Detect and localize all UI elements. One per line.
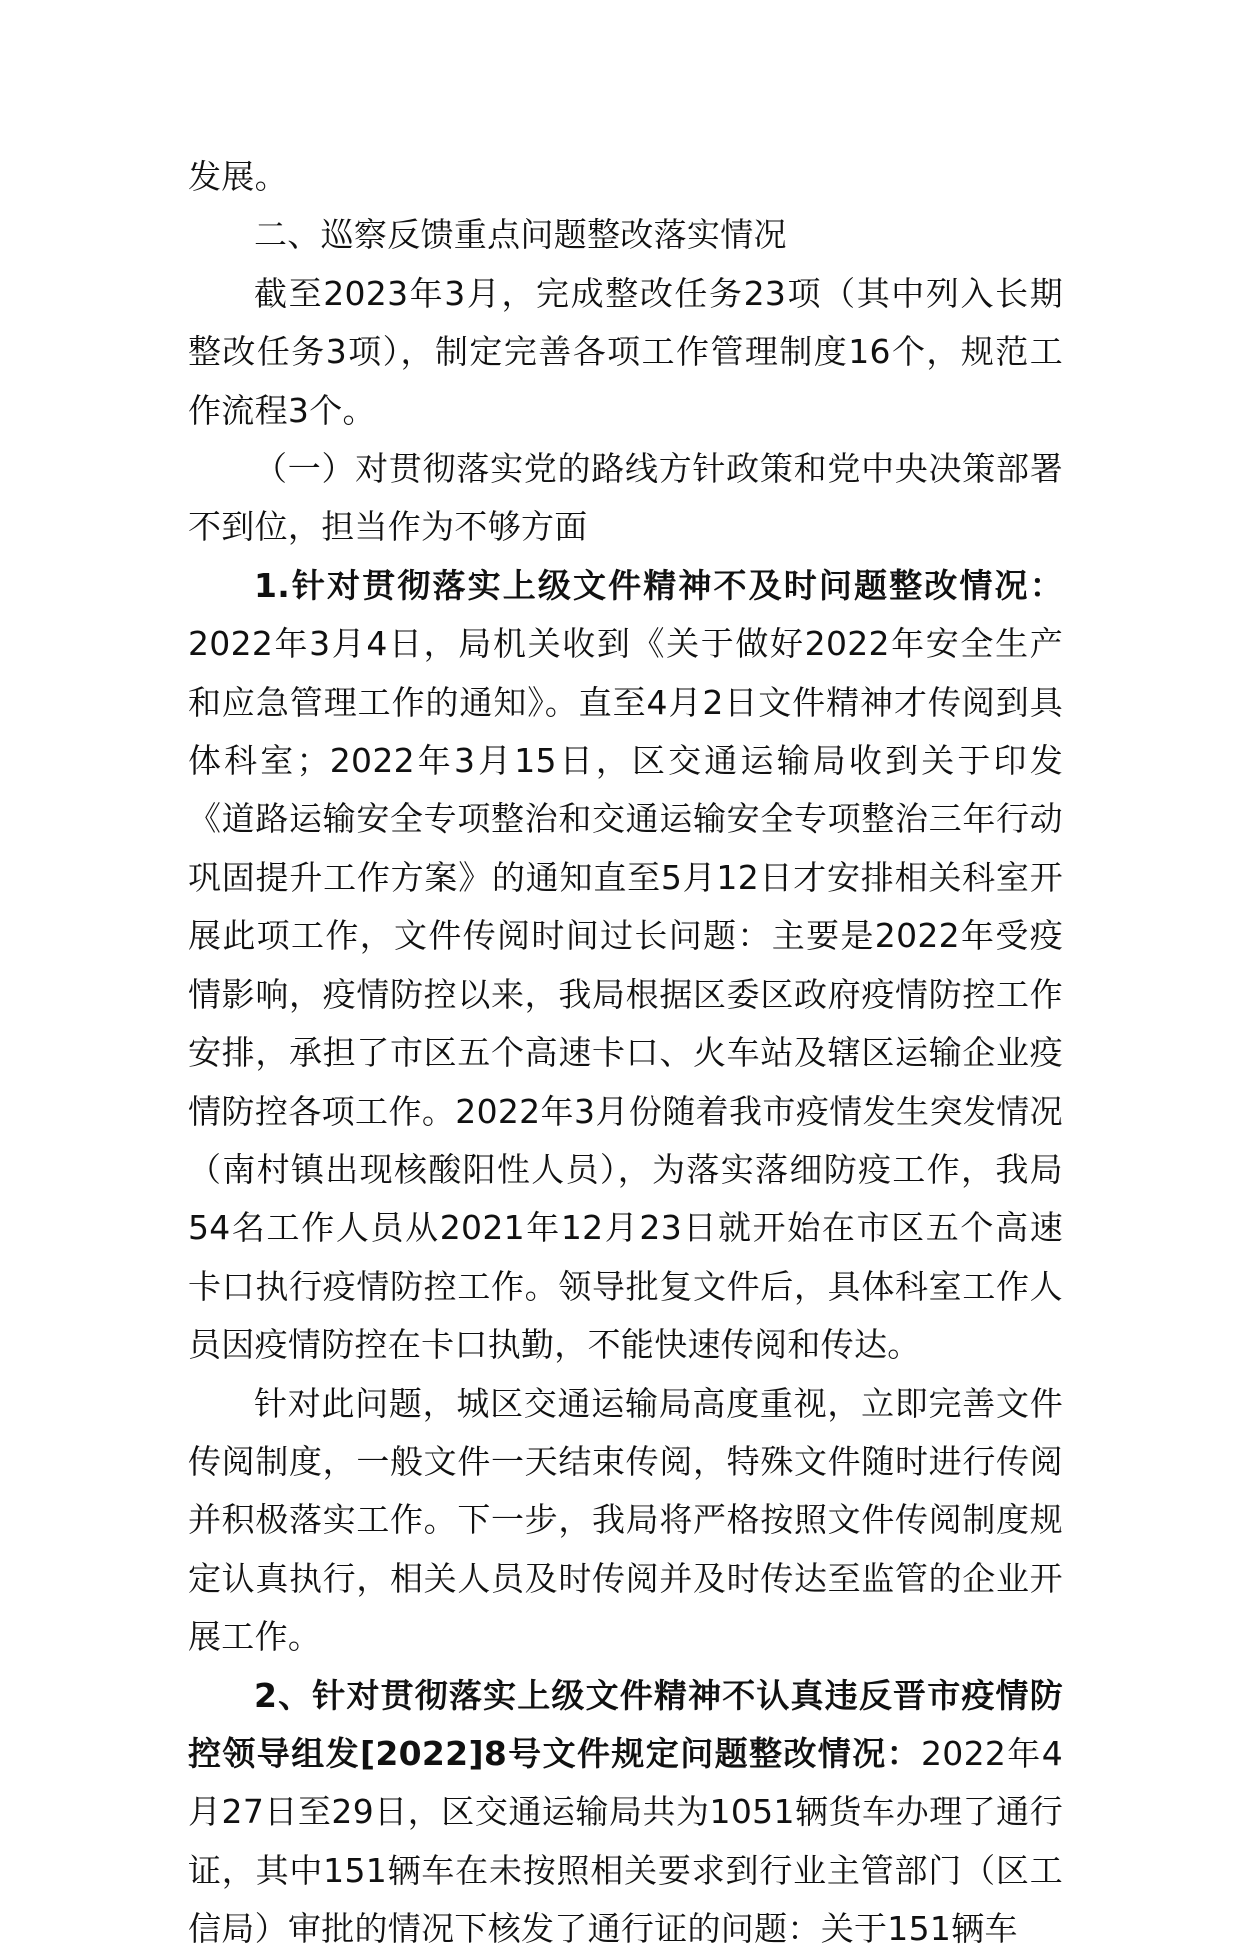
item-1-heading: 1.针对贯彻落实上级文件精神不及时问题整改情况： xyxy=(254,565,1063,605)
subsection-heading-1: （一）对贯彻落实党的路线方针政策和党中央决策部署不到位，担当作为不够方面 xyxy=(188,449,1063,547)
document-page xyxy=(188,148,1063,1959)
item-2-heading: 2、针对贯彻落实上级文件精神不认真违反晋市疫情防控领导组发[2022]8号文件规定问题整改情况： xyxy=(188,1675,1063,1773)
paragraph-summary: 截至2023年3月，完成整改任务23项（其中列入长期整改任务3项），制定完善各项工作管理制度16个，规范工作流程3个。 xyxy=(188,273,1063,430)
paragraph-item-2 xyxy=(188,1667,1063,1959)
section-heading-2: 二、巡察反馈重点问题整改落实情况 xyxy=(254,215,787,255)
paragraph-item-1 xyxy=(188,557,1063,1375)
paragraph-continuation: 发展。 xyxy=(188,157,288,196)
item-2-body: 2022年4月27日至29日，区交通运输局共为1051辆货车办理了通行证，其中151辆车在未按照相关要求到行业主管部门（区工信局）审批的情况下核发了通行证的问题：关于151辆车 xyxy=(188,1733,1063,1949)
paragraph-rectification: 针对此问题，城区交通运输局高度重视，立即完善文件传阅制度，一般文件一天结束传阅，特殊文件随时进行传阅并积极落实工作。下一步，我局将严格按照文件传阅制度规定认真执行，相关人员及时传阅并及时传达至监管的企业开展工作。 xyxy=(188,1383,1063,1657)
item-1-body: 2022年3月4日，局机关收到《关于做好2022年安全生产和应急管理工作的通知》。直至4月2日文件精神才传阅到具体科室；2022年3月15日，区交通运输局收到关于印发《道路运输安全专项整治和交通运输安全专项整治三年行动巩固提升工作方案》的通知直至5月12日才安排相关科室开展此项工作，文件传阅时间过长问题：主要是2022年受疫情影响，疫情防控以来，我局根据区委区政府疫情防控工作安排，承担了市区五个高速卡口、火车站及辖区运输企业疫情防控各项工作。2022年3月份随着我市疫情发生突发情况（南村镇出现核酸阳性人员），为落实落细防疫工作，我局54名工作人员从2021年12月23日就开始在市区五个高速卡口执行疫情防控工作。领导批复文件后，具体科室工作人员因疫情防控在卡口执勤，不能快速传阅和传达。 xyxy=(188,624,1063,1365)
